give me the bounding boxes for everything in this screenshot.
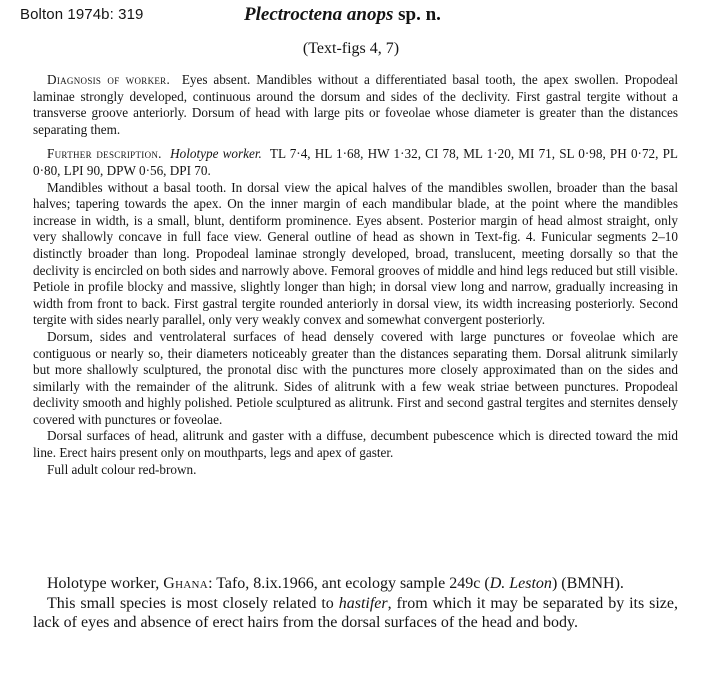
holotype-locality: : Tafo, 8.ix.1966, ant ecology sample 249c ( <box>208 575 490 592</box>
holotype-prefix: Holotype worker, <box>47 575 160 592</box>
holotype-paragraph <box>33 574 678 594</box>
holotype-suffix: ) (BMNH). <box>551 575 624 592</box>
diagnosis-text: Eyes absent. Mandibles without a differentiated basal tooth, the apex swollen. Propodeal laminae strongly developed, continuous around the dorsum and sides of the declivity. First gastral tergite without a transverse groove anteriorly. Dorsum of head with large pits or foveolae whose diameter is greater than the distances separating them. <box>33 72 679 137</box>
further-description-paragraph <box>33 146 678 179</box>
pubescence-paragraph: Dorsal surfaces of head, alitrunk and gaster with a diffuse, decumbent pubescence which is directed toward the mid line. Erect hairs present only on mouthparts, legs and apex of gaster. <box>33 428 678 461</box>
measurements: TL 7·4, HL 1·68, HW 1·32, CI 78, ML 1·20, MI 71, SL 0·98, PH 0·72, PL 0·80, LPI 90, DPW 0·56, DPI 70. <box>33 146 678 178</box>
diagnosis-label: Diagnosis of worker. <box>47 72 171 87</box>
comparison-paragraph <box>33 594 678 633</box>
mandibles-paragraph: Mandibles without a basal tooth. In dorsal view the apical halves of the mandibles swollen, broader than the basal halves; tapering towards the apex. On the inner margin of each mandibular blade, at the point where the mandibles increase in width, is a small, blunt, dentiform prominence. Eyes absent. Posterior margin of head almost straight, only very shallowly concave in full face view. General outline of head as shown in Text-fig. 4. Funicular segments 2–10 distinctly broader than long. Propodeal laminae strongly developed, broad, translucent, meeting dorsally so that the declivity is encircled on both sides and narrowly above. Femoral grooves of middle and hind legs reduced but still visible. Petiole in profile blocky and massive, slightly longer than high; in dorsal view long and narrow, gradually increasing in width from front to back. First gastral tergite rounded anteriorly in dorsal view, its width increasing posteriorly. Second tergite with sides nearly parallel, only very weakly convex and somewhat convergent posteriorly. <box>33 179 678 328</box>
holotype-collector: D. Leston <box>489 575 552 592</box>
comparison-after: , from which it may be separated by its size, lack of eyes and absence of erect hairs from the dorsal surfaces of the head and body. <box>33 594 679 631</box>
holotype-worker-label: Holotype worker. <box>170 146 262 162</box>
species-name: Plectroctena anops <box>244 4 394 25</box>
sculpture-paragraph: Dorsum, sides and ventrolateral surfaces of head densely covered with large punctures or foveolae which are contiguous or nearly so, their diameters noticeably greater than the distances separating them. Dorsal alitrunk similarly but more shallowly sculptured, the pronotal disc with the punctures more closely approximated than on the sides and similarly with the remainder of the alitrunk. Sides of alitrunk with a few weak striae between punctures. Propodeal declivity smooth and highly polished. Petiole sculptured as alitrunk. First and second gastral tergites and sternites densely covered with punctures or foveolae. <box>33 328 678 427</box>
species-title <box>244 4 441 26</box>
description-body <box>33 72 678 478</box>
citation: Bolton 1974b: 319 <box>20 6 144 23</box>
comparison-species: hastifer <box>338 594 388 612</box>
comparison-before: This small species is most closely related to <box>47 594 334 612</box>
title-suffix: sp. n. <box>398 4 441 25</box>
figure-reference: (Text-figs 4, 7) <box>302 40 400 57</box>
holotype-section <box>33 574 678 633</box>
diagnosis-paragraph <box>33 72 678 138</box>
further-description-label: Further description. <box>47 146 162 162</box>
holotype-country: Ghana <box>163 575 209 592</box>
colour-paragraph: Full adult colour red-brown. <box>47 461 197 477</box>
